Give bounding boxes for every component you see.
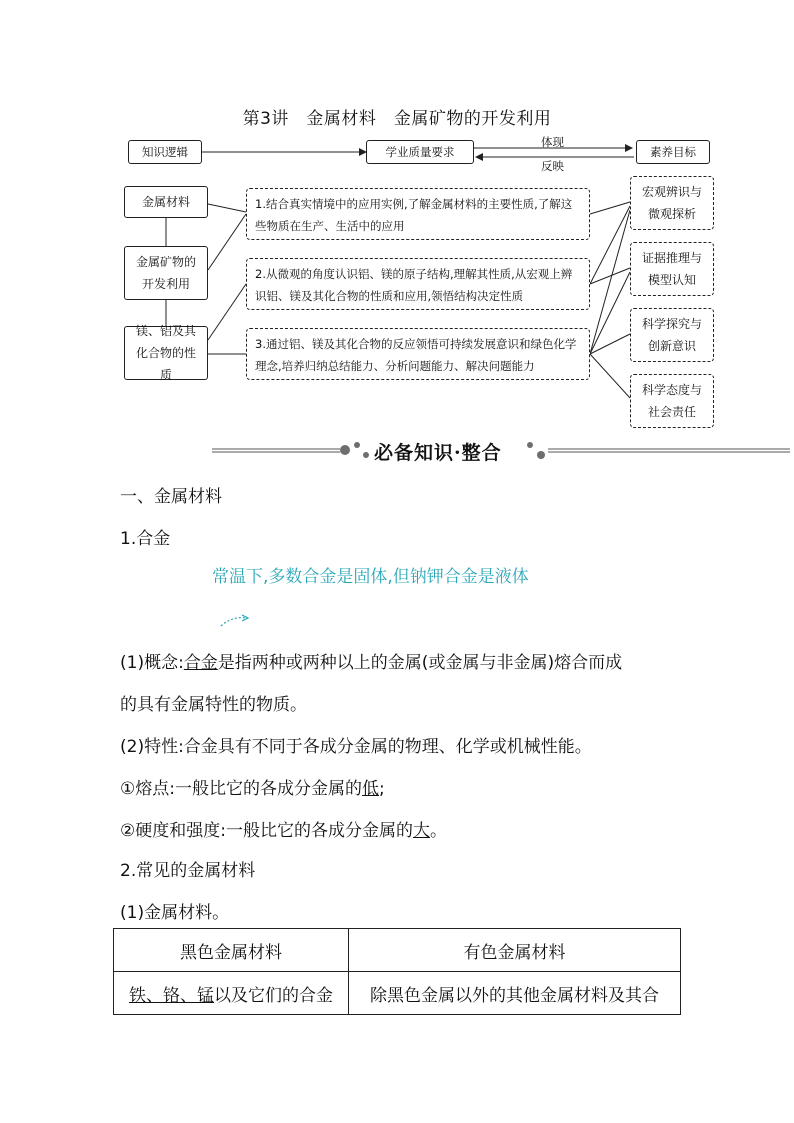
subheading-alloy: 1.合金 [120, 529, 171, 549]
melting-prefix: ①熔点:一般比它的各成分金属的 [120, 779, 362, 799]
table-header-ferrous: 黑色金属材料 [114, 929, 349, 972]
hardness-suffix: 。 [429, 821, 447, 841]
topic-metal-materials: 金属材料 [124, 186, 208, 218]
table-cell-nonferrous: 除黑色金属以外的其他金属材料及其合 [349, 972, 681, 1015]
melting-suffix: ; [378, 779, 385, 799]
literacy-macro-micro: 宏观辨识与微观探析 [630, 176, 714, 230]
concept-line-1 [120, 648, 622, 673]
ferrous-rest: 以及它们的合金 [214, 985, 333, 1006]
hardness-prefix: ②硬度和强度:一般比它的各成分金属的 [120, 821, 413, 841]
section-banner: 必备知识·整合 [374, 442, 502, 464]
concept-definition: 是指两种或两种以上的金属(或金属与非金属)熔合而成 [217, 653, 623, 673]
metal-materials-table [113, 928, 681, 1015]
literacy-inquiry-innovation: 科学探究与创新意识 [630, 308, 714, 362]
subheading-metal-materials: (1)金属材料。 [120, 903, 230, 923]
literacy-goal-box: 素养目标 [636, 140, 710, 164]
knowledge-logic-box: 知识逻辑 [128, 140, 202, 164]
hardness-line [120, 816, 447, 841]
ferrous-answer: 铁、铬、锰 [129, 985, 214, 1006]
feature-line: (2)特性:合金具有不同于各成分金属的物理、化学或机械性能。 [120, 737, 592, 757]
requirement-1: 1.结合真实情境中的应用实例,了解金属材料的主要性质,了解这些物质在生产、生活中的应用 [246, 188, 590, 240]
concept-line-2: 的具有金属特性的物质。 [120, 695, 307, 715]
arrow-label-embody: 体现 [541, 135, 564, 149]
topic-mineral-development: 金属矿物的开发利用 [124, 246, 208, 300]
table-header-nonferrous: 有色金属材料 [349, 929, 681, 972]
table-cell-ferrous [114, 972, 349, 1015]
annotation-pointer-icon [218, 612, 252, 630]
quality-requirement-box: 学业质量要求 [366, 140, 474, 164]
arrow-label-reflect: 反映 [541, 159, 564, 173]
table-header-row [114, 929, 681, 972]
literacy-evidence-model: 证据推理与模型认知 [630, 242, 714, 296]
concept-term: 合金 [183, 653, 218, 673]
concept-prefix: (1)概念: [120, 653, 184, 673]
hardness-answer: 大 [412, 821, 430, 841]
literacy-attitude-responsibility: 科学态度与社会责任 [630, 374, 714, 428]
melting-point-line [120, 774, 385, 799]
requirement-2: 2.从微观的角度认识铝、镁的原子结构,理解其性质,从宏观上辨识铝、镁及其化合物的性质和应用,领悟结构决定性质 [246, 258, 590, 310]
subheading-common-materials: 2.常见的金属材料 [120, 861, 256, 881]
requirement-3: 3.通过铝、镁及其化合物的反应领悟可持续发展意识和绿色化学理念,培养归纳总结能力、分析问题能力、解决问题能力 [246, 328, 590, 380]
page-title: 第3讲 金属材料 金属矿物的开发利用 [242, 109, 552, 129]
section-heading-metal-materials: 一、金属材料 [120, 487, 222, 507]
topic-mg-al-properties: 镁、铝及其化合物的性质 [124, 326, 208, 380]
melting-answer: 低 [361, 779, 379, 799]
side-annotation: 常温下,多数合金是固体,但钠钾合金是液体 [212, 567, 529, 587]
table-row [114, 972, 681, 1015]
